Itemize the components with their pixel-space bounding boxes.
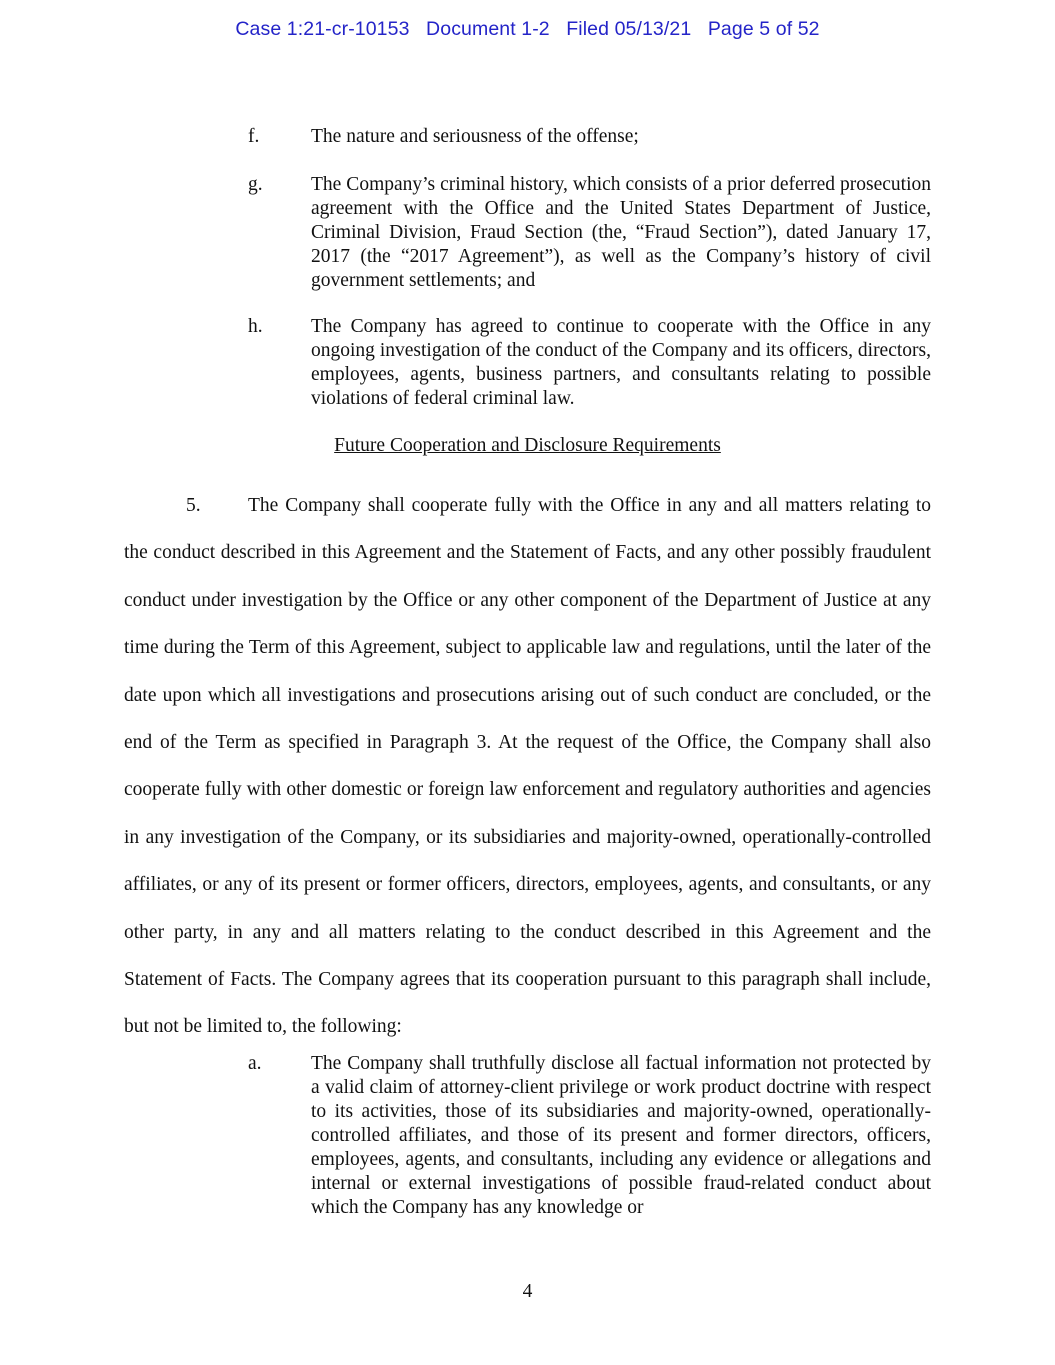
paragraph-5	[124, 482, 931, 1051]
paragraph-text: The Company shall cooperate fully with the Office in any and all matters relating to the conduct described in this Agreement and the Statement of Facts, and any other possibly fraudulent conduct under investigation by the Office or any other component of the Department of Justice at any time during the Term of this Agreement, subject to applicable law and regulations, until the later of the date upon which all investigations and prosecutions arising out of such conduct are concluded, or the end of the Term as specified in Paragraph 3. At the request of the Office, the Company shall also cooperate fully with other domestic or foreign law enforcement and regulatory authorities and agencies in any investigation of the Company, or its subsidiaries and majority-owned, operationally-controlled affiliates, or any of its present or former officers, directors, employees, agents, and consultants, or any other party, in any and all matters relating to the conduct described in this Agreement and the Statement of Facts. The Company agrees that its cooperation pursuant to this paragraph shall include, but not be limited to, the following:	[124, 495, 931, 1038]
list-item-letter: h.	[248, 316, 263, 337]
list-item-h	[248, 315, 931, 411]
paragraph-number: 5.	[186, 495, 201, 516]
page-number: 4	[522, 1281, 533, 1302]
case-header: Case 1:21-cr-10153 Document 1-2 Filed 05/13/21 Page 5 of 52	[235, 18, 820, 40]
list-item-letter: f.	[248, 126, 260, 147]
list-item-letter: a.	[248, 1053, 262, 1074]
section-heading: Future Cooperation and Disclosure Requirements	[334, 435, 721, 456]
list-item-text: The nature and seriousness of the offense;	[311, 126, 639, 147]
list-item-letter: g.	[248, 174, 263, 195]
list-item-a	[248, 1052, 931, 1220]
list-item-text: The Company shall truthfully disclose all factual information not protected by a valid claim of attorney-client privilege or work product doctrine with respect to its activities, those of its subsidiaries and majority-owned, operationally-controlled affiliates, and those of its present and former directors, officers, employees, agents, and consultants, including any evidence or allegations and internal or external investigations of possible fraud-related conduct about which the Company has any knowledge or	[311, 1053, 931, 1218]
list-item-text: The Company has agreed to continue to cooperate with the Office in any ongoing investigation of the conduct of the Company and its officers, directors, employees, agents, business partners, and consultants relating to possible violations of federal criminal law.	[311, 316, 931, 409]
list-item-text: The Company’s criminal history, which consists of a prior deferred prosecution agreement with the Office and the United States Department of Justice, Criminal Division, Fraud Section (the, “Fraud Section”), dated January 17, 2017 (the “2017 Agreement”), as well as the Company’s history of civil government settlements; and	[311, 174, 931, 291]
list-item-g	[248, 173, 931, 293]
list-item-f	[248, 125, 931, 149]
